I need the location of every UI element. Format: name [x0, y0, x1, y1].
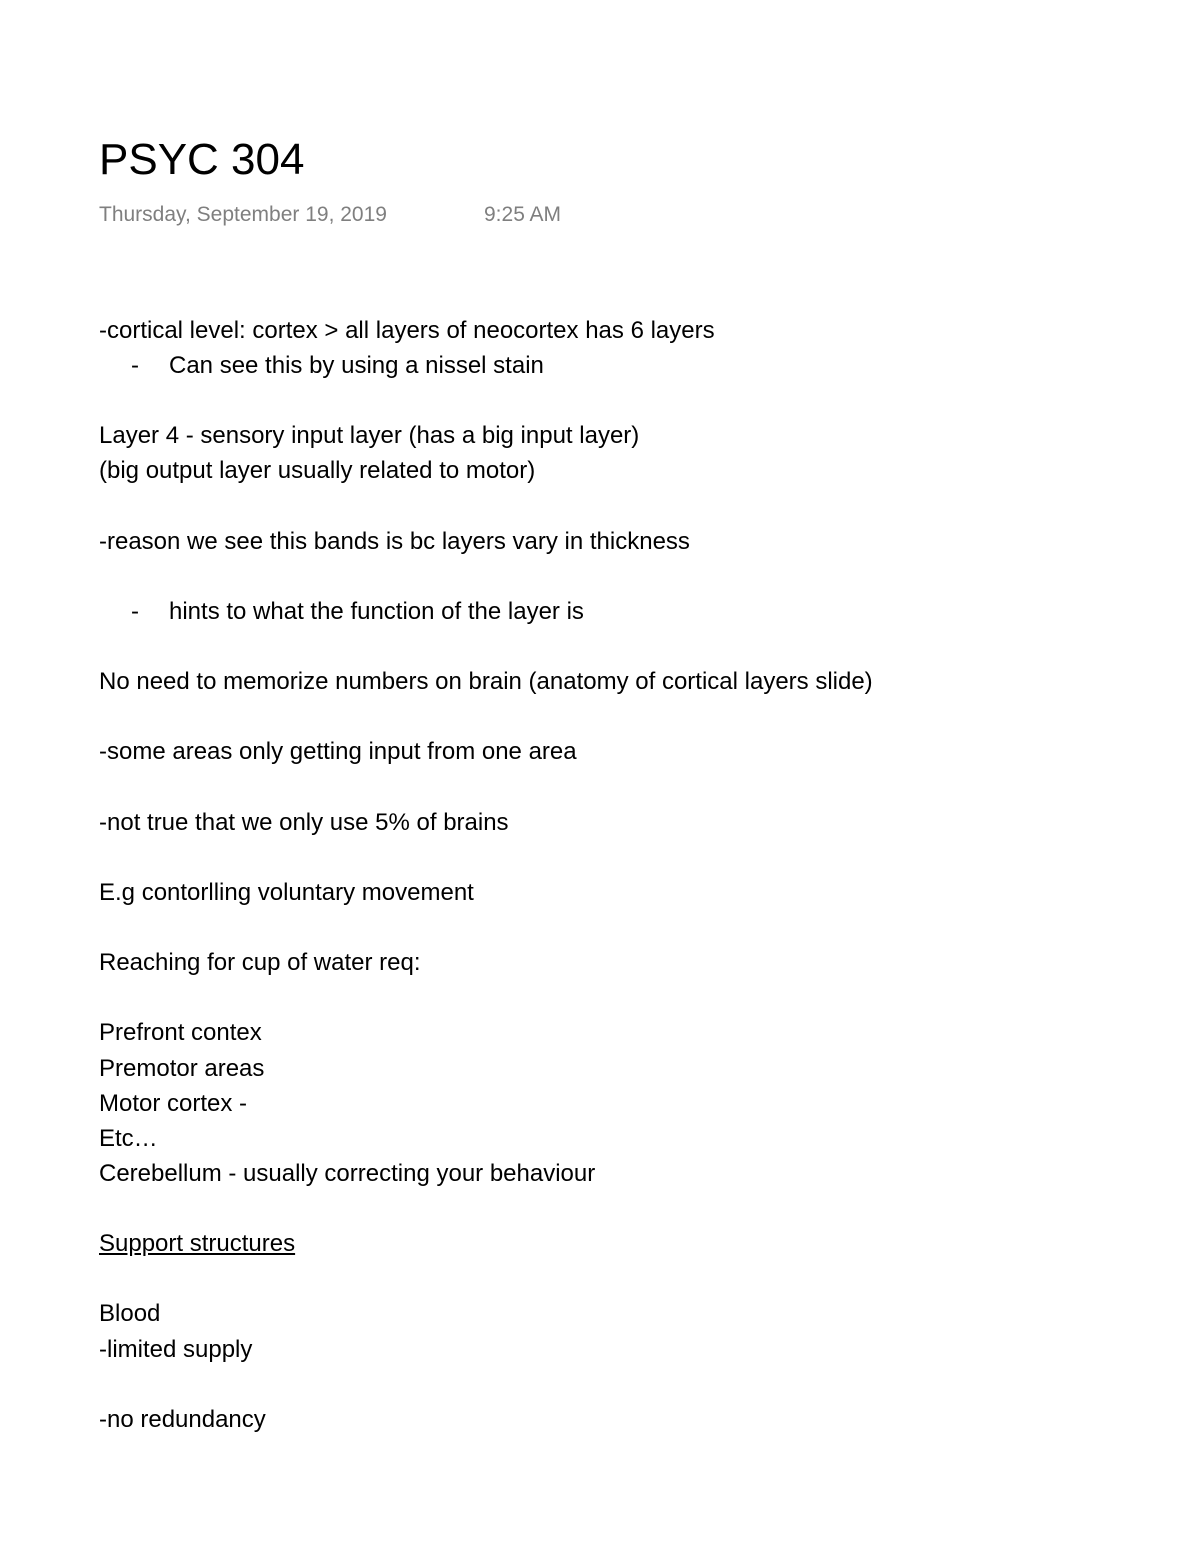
note-time: 9:25 AM [484, 203, 562, 226]
note-subline-nissel-stain: Can see this by using a nissel stain [169, 352, 544, 379]
note-date: Thursday, September 19, 2019 [99, 203, 387, 226]
note-line-limited-supply: -limited supply [99, 1336, 253, 1363]
note-line-some-areas: -some areas only getting input from one area [99, 738, 577, 765]
note-line-premotor: Premotor areas [99, 1055, 265, 1082]
note-line-etc: Etc… [99, 1125, 158, 1152]
note-line-reaching: Reaching for cup of water req: [99, 949, 421, 976]
note-line-no-redundancy: -no redundancy [99, 1406, 266, 1433]
note-line-cerebellum: Cerebellum - usually correcting your behaviour [99, 1160, 596, 1187]
note-line-prefront: Prefront contex [99, 1019, 262, 1046]
section-heading-support-structures: Support structures [99, 1230, 296, 1257]
note-line-not-true: -not true that we only use 5% of brains [99, 809, 509, 836]
note-line-layer-4: Layer 4 - sensory input layer (has a big input layer) [99, 422, 640, 449]
note-line-blood: Blood [99, 1300, 161, 1327]
bullet-dash: - [131, 598, 139, 625]
note-subline-hints-function: hints to what the function of the layer is [169, 598, 584, 625]
note-line-no-need-memorize: No need to memorize numbers on brain (anatomy of cortical layers slide) [99, 668, 873, 695]
note-line-eg-voluntary: E.g contorlling voluntary movement [99, 879, 474, 906]
note-line-motor-cortex: Motor cortex - [99, 1090, 248, 1117]
note-line-reason-bands: -reason we see this bands is bc layers vary in thickness [99, 528, 690, 555]
note-line-big-output: (big output layer usually related to motor) [99, 457, 536, 484]
page-title: PSYC 304 [99, 135, 305, 184]
bullet-dash: - [131, 352, 139, 379]
note-line-cortical-level: -cortical level: cortex > all layers of neocortex has 6 layers [99, 317, 715, 344]
